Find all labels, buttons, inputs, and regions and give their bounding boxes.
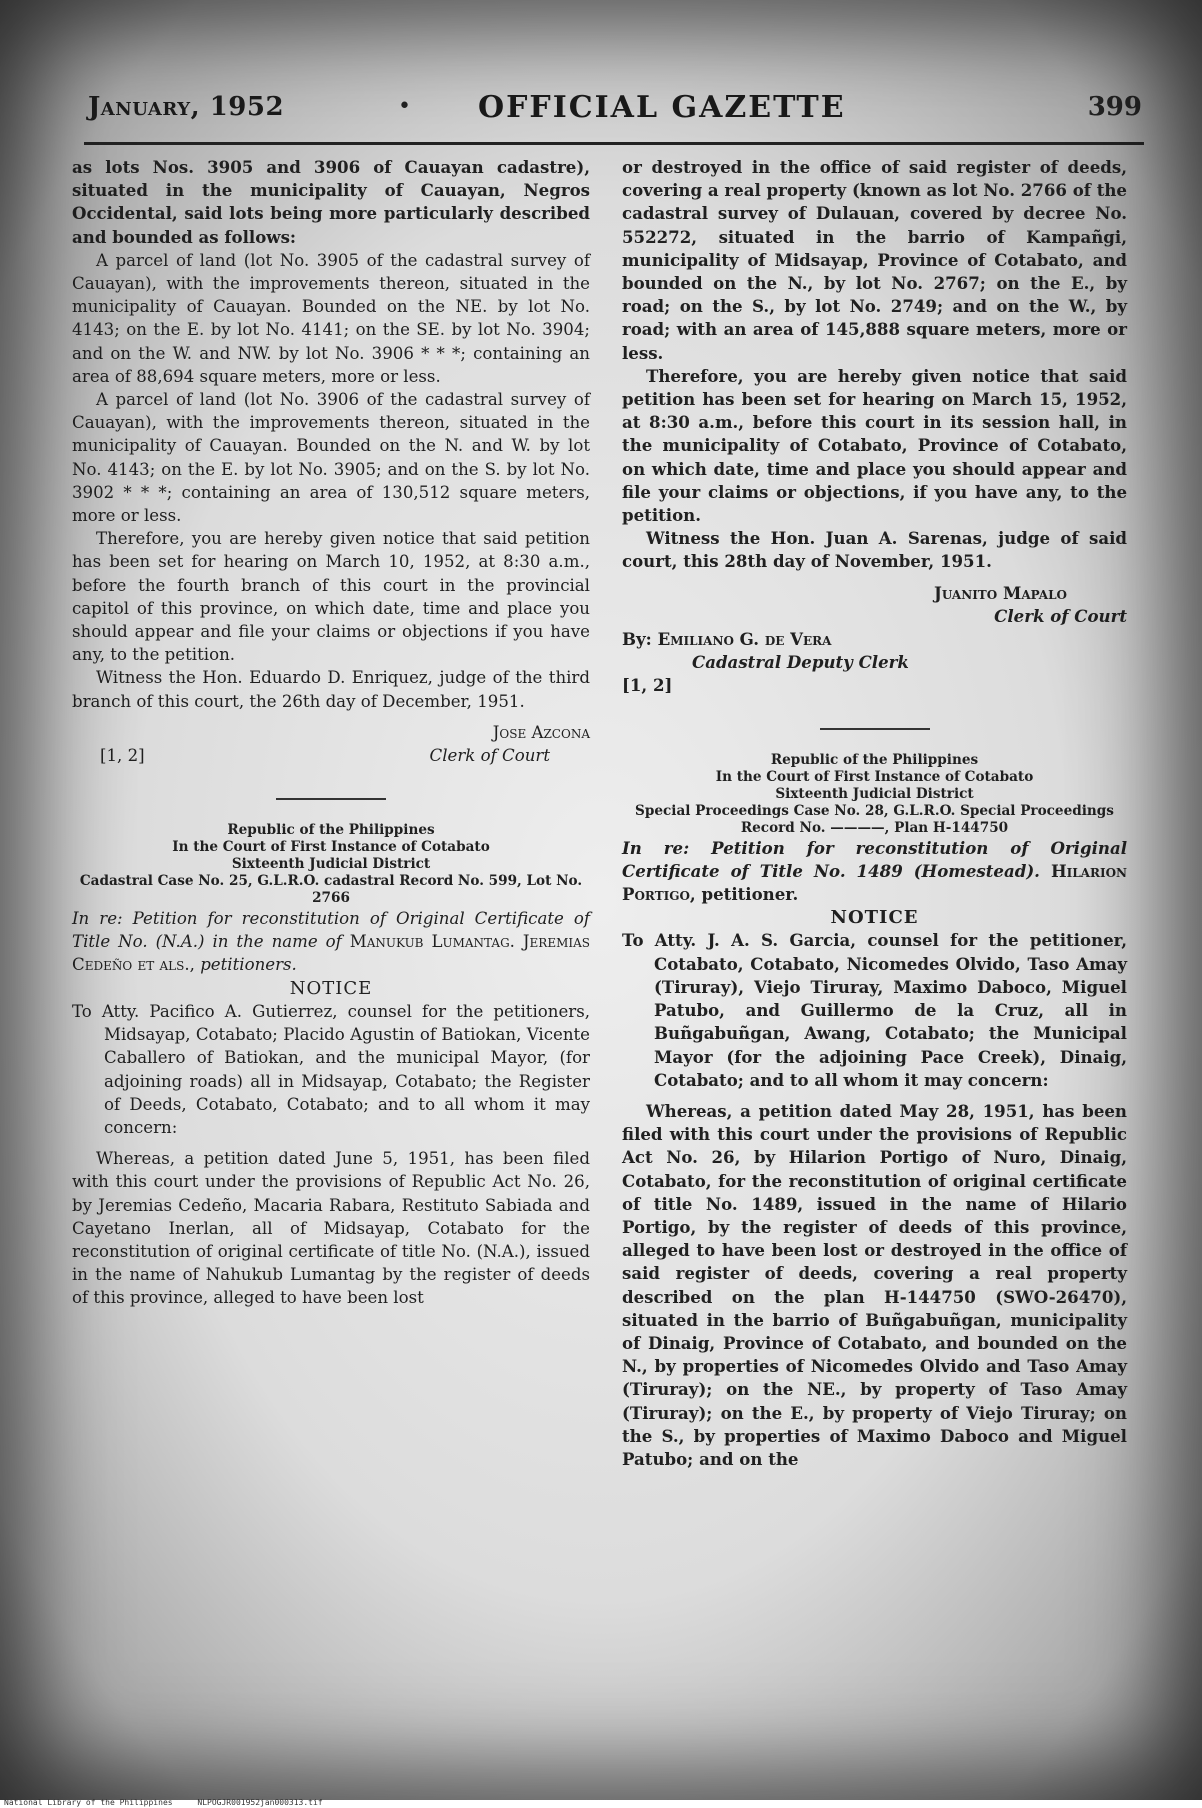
header-dot: • [398,94,411,119]
court-heading: Sixteenth Judicial District [775,785,974,802]
in-re-petitioner: petitioner. [701,884,799,905]
by-name: Emiliano G. de Vera [657,629,832,650]
section-divider [820,728,930,730]
court-heading: In the Court of First Instance of Cotabato [172,839,490,856]
paragraph: Therefore, you are hereby given notice that said petition has been set for hearing on March 10, 1952, at 8:30 a.m., before the fourth branch of this court in the provincial capitol of this province, on which date, time and place you should appear and file your claims or objections if you have any, to the petition. [72,529,590,665]
left-column [72,156,590,1310]
by-line [622,628,1127,651]
scan-filename: NLPOGJR001952jan000313.tif [197,1798,323,1807]
notice-addressees: To Atty. Pacifico A. Gutierrez, counsel for the petitioners, Midsayap, Cotabato; Placido Agustin of Batiokan, Vicente Caballero of Batiokan, and the municipal Mayor, (for adjoining roads) all in Midsayap, Cotabato; the Register of Deeds, Cotabato, Cotabato; and to all whom it may concern: [72,1001,590,1137]
signature-name: Jose Azcona [492,722,590,742]
in-re-text: In re: Petition for reconstitution of Original Certificate of Title No. 1489 (Homestead). [622,837,1127,881]
issue-date: January, 1952 [88,92,285,122]
paragraph: Witness the Hon. Juan A. Sarenas, judge of said court, this 28th day of November, 1951. [622,528,1127,572]
in-re-petitioners: petitioners. [200,955,297,975]
signature-name: Juanito Mapalo [933,582,1067,603]
library-credit: National Library of the Philippines [4,1798,173,1807]
paragraph: Witness the Hon. Eduardo D. Enriquez, judge of the third branch of this court, the 26th day of December, 1951. [72,668,590,711]
paragraph: Whereas, a petition dated June 5, 1951, has been filed with this court under the provisions of Republic Act No. 26, by Jeremias Cedeño, Macaria Rabara, Restituto Sabiada and Cayetano Inerlan, all of Midsayap, Cotabato for the reconstitution of original certificate of title No. (N.A.), issued in the name of Nahukub Lumantag by the register of deeds of this province, alleged to have been lost [72,1149,590,1308]
signature-role: Clerk of Court [994,605,1127,626]
issue-reference: [1, 2] [622,675,673,696]
section-divider [276,798,386,800]
by-prefix: By: [622,629,652,650]
paragraph: as lots Nos. 3905 and 3906 of Cauayan cadastre), situated in the municipality of Cauayan, Negros Occidental, said lots being more particularly described and bounded as follows: [72,157,590,247]
notice-addressees: To Atty. J. A. S. Garcia, counsel for the petitioner, Cotabato, Cotabato, Nicomedes Olvido, Taso Amay (Tiruray), Viejo Tiruray, Maximo Daboco, Miguel Patubo, and Guillermo de la Cruz, all in Buñgabuñgan, Awang, Cotabato; the Municipal Mayor (for the adjoining Pace Creek), Dinaig, Cotabato; and to all whom it may concern: [622,930,1127,1090]
court-heading: Sixteenth Judicial District [231,856,431,873]
signature-row [72,744,590,768]
in-re-caption [72,907,590,977]
publication-title: OFFICIAL GAZETTE [478,90,846,125]
case-number: Special Proceedings Case No. 28, G.L.R.O. Special Proceedings Record No. ————, Plan H-144750 [635,802,1114,836]
notice-title: NOTICE [830,907,919,929]
scan-footer [4,1798,343,1807]
by-role: Cadastral Deputy Clerk [692,652,909,673]
paragraph: Therefore, you are hereby given notice that said petition has been set for hearing on March 15, 1952, at 8:30 a.m., before this court in its session hall, in the municipality of Cotabato, Province of Cotabato, on which date, time and place you should appear and file your claims or objections, if you have any, to the petition. [622,365,1127,526]
paragraph: Whereas, a petition dated May 28, 1951, has been filed with this court under the provisions of Republic Act No. 26, by Hilarion Portigo of Nuro, Dinaig, Cotabato, for the reconstitution of original certificate of title No. 1489, issued in the name of Hilario Portigo, by the register of deeds of this province, alleged to have been lost or destroyed in the office of said register of deeds, covering a real property described on the plan H-144750 (SWO-26470), situated in the barrio of Buñgabuñgan, municipality of Dinaig, Province of Cotabato, and bounded on the N., by properties of Nicomedes Olvido and Taso Amay (Tiruray); on the NE., by property of Taso Amay (Tiruray); on the E., by property of Viejo Tiruray; on the S., by properties of Maximo Daboco and Miguel Patubo; and on the [622,1100,1127,1469]
court-heading: Republic of the Philippines [770,751,979,768]
in-re-caption [622,837,1127,907]
in-re-names: Hilarion Portigo, [622,860,1127,905]
header-rule [84,142,1144,145]
paragraph: A parcel of land (lot No. 3906 of the cadastral survey of Cauayan), with the improvements thereon, situated in the municipality of Cauayan. Bounded on the N. and W. by lot No. 4143; on the E. by lot No. 3905; and on the S. by lot No. 3902 * * *; containing an area of 130,512 square meters, more or less. [72,390,590,526]
right-column [622,156,1127,1471]
in-re-names: Manukub Lumantag. Jeremias Cedeño et als., [72,932,591,975]
issue-reference: [1, 2] [100,746,145,766]
page-header [88,92,1142,132]
signature-role: Clerk of Court [429,746,550,766]
in-re-text: In re: Petition for reconstitution of Original Certificate of Title No. (N.A.) in the name of [72,909,590,952]
case-number: Cadastral Case No. 25, G.L.R.O. cadastral Record No. 599, Lot No. 2766 [79,873,583,907]
paragraph: A parcel of land (lot No. 3905 of the cadastral survey of Cauayan), with the improvements thereon, situated in the municipality of Cauayan. Bounded on the NE. by lot No. 4143; on the E. by lot No. 4141; on the SE. by lot No. 3904; and on the W. and NW. by lot No. 3906 * * *; containing an area of 88,694 square meters, more or less. [72,250,590,386]
court-heading: In the Court of First Instance of Cotabato [715,768,1034,785]
paragraph: or destroyed in the office of said register of deeds, covering a real property (known as lot No. 2766 of the cadastral survey of Dulauan, covered by decree No. 552272, situated in the barrio of Kampañgi, municipality of Midsayap, Province of Cotabato, and bounded on the N., by lot No. 2767; on the E., by road; on the S., by lot No. 2749; and on the W., by road; with an area of 145,888 square meters, more or less. [622,157,1127,363]
notice-title: NOTICE [289,977,373,999]
page-number: 399 [1087,92,1142,122]
court-heading: Republic of the Philippines [227,822,435,839]
